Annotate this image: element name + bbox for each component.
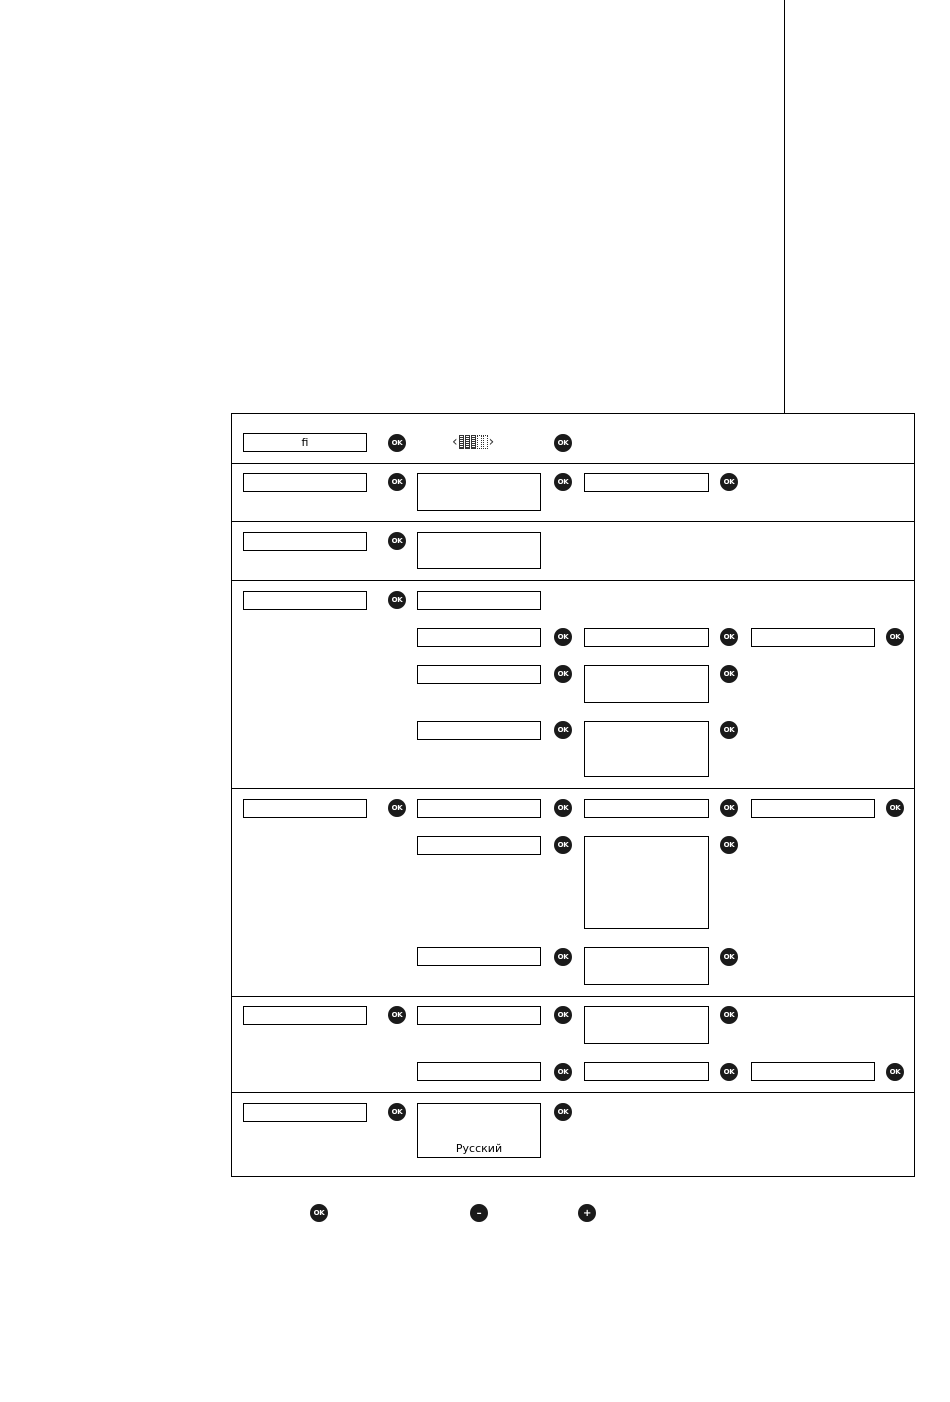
ok-icon: OK	[720, 836, 738, 854]
ok-icon: OK	[554, 799, 572, 817]
display-box	[417, 591, 541, 610]
ok-icon: OK	[554, 665, 572, 683]
row-separator	[231, 463, 915, 464]
display-box	[417, 665, 541, 684]
ok-icon: OK	[388, 532, 406, 550]
display-box	[243, 532, 367, 551]
display-box	[584, 473, 709, 492]
ok-icon: OK	[554, 434, 572, 452]
display-box	[417, 947, 541, 966]
display-box	[417, 628, 541, 647]
display-box	[243, 473, 367, 492]
display-label: fi	[301, 436, 309, 449]
ok-icon: OK	[720, 1063, 738, 1081]
language-value: Русский	[455, 1142, 503, 1155]
lcd-bar-icon: ‹ ›	[452, 434, 495, 450]
display-box	[417, 1006, 541, 1025]
display-box	[584, 628, 709, 647]
display-box	[584, 721, 709, 777]
language-display-box	[417, 1103, 541, 1158]
display-box	[584, 1062, 709, 1081]
display-box	[243, 433, 367, 452]
plus-icon: +	[578, 1204, 596, 1222]
ok-icon: OK	[310, 1204, 328, 1222]
display-box	[584, 947, 709, 985]
ok-icon: OK	[554, 1006, 572, 1024]
display-box	[751, 628, 875, 647]
display-box	[243, 591, 367, 610]
ok-icon: OK	[554, 473, 572, 491]
row-separator	[231, 521, 915, 522]
display-box	[751, 1062, 875, 1081]
display-box	[584, 836, 709, 929]
ok-icon: OK	[554, 1103, 572, 1121]
row-separator	[231, 1092, 915, 1093]
ok-icon: OK	[720, 1006, 738, 1024]
display-box	[243, 1006, 367, 1025]
ok-icon: OK	[720, 473, 738, 491]
row-separator	[231, 788, 915, 789]
ok-icon: OK	[886, 628, 904, 646]
row-separator	[231, 580, 915, 581]
display-box	[417, 799, 541, 818]
display-box	[417, 1062, 541, 1081]
display-box	[417, 532, 541, 569]
display-box	[417, 473, 541, 511]
display-box	[584, 799, 709, 818]
display-box	[751, 799, 875, 818]
ok-icon: OK	[720, 948, 738, 966]
ok-icon: OK	[554, 836, 572, 854]
display-box	[417, 721, 541, 740]
ok-icon: OK	[554, 721, 572, 739]
ok-icon: OK	[720, 628, 738, 646]
ok-icon: OK	[720, 665, 738, 683]
display-box	[417, 836, 541, 855]
ok-icon: OK	[388, 799, 406, 817]
display-box	[584, 665, 709, 703]
row-separator	[231, 996, 915, 997]
display-box	[243, 799, 367, 818]
ok-icon: OK	[388, 473, 406, 491]
ok-icon: OK	[388, 1103, 406, 1121]
ok-icon: OK	[554, 628, 572, 646]
display-box	[243, 1103, 367, 1122]
ok-icon: OK	[388, 434, 406, 452]
display-box	[584, 1006, 709, 1044]
margin-rule	[784, 0, 785, 413]
ok-icon: OK	[720, 721, 738, 739]
ok-icon: OK	[554, 948, 572, 966]
ok-icon: OK	[720, 799, 738, 817]
ok-icon: OK	[886, 1063, 904, 1081]
ok-icon: OK	[886, 799, 904, 817]
ok-icon: OK	[388, 1006, 406, 1024]
ok-icon: OK	[388, 591, 406, 609]
ok-icon: OK	[554, 1063, 572, 1081]
minus-icon: –	[470, 1204, 488, 1222]
